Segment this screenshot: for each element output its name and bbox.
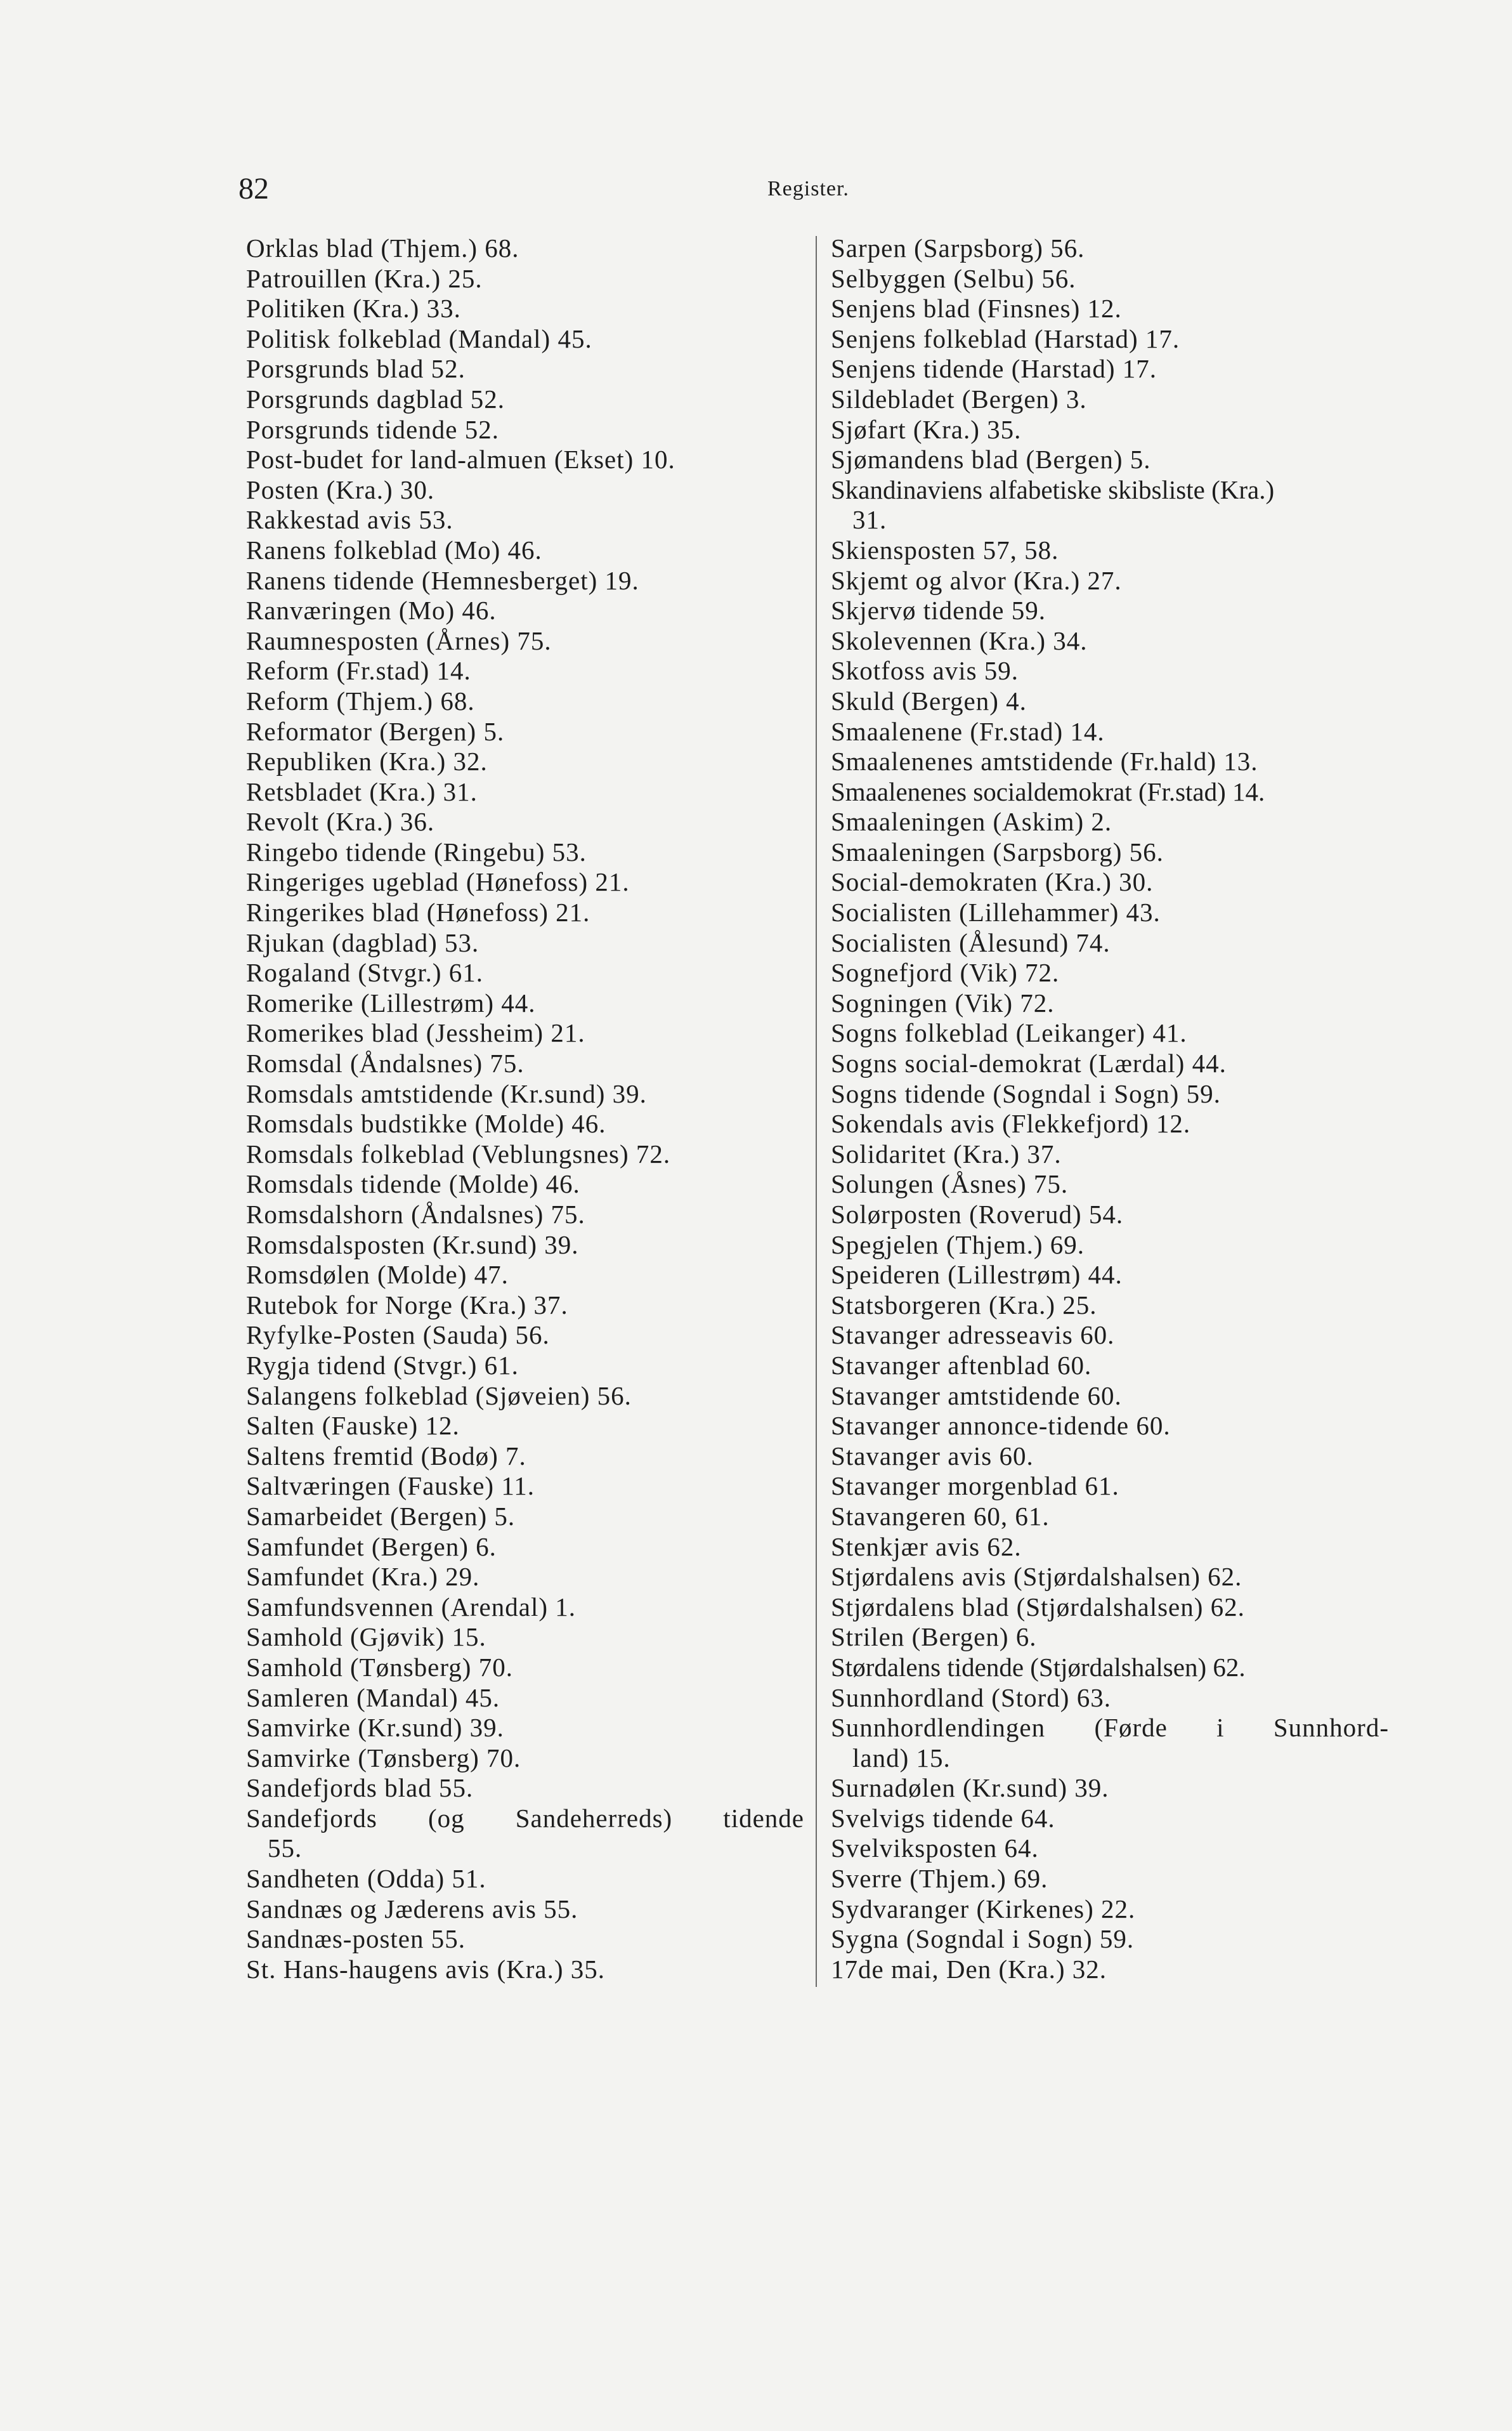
index-entry: Sognefjord (Vik) 72. — [831, 958, 1060, 988]
index-entry: Skuld (Bergen) 4. — [831, 686, 1027, 716]
index-entry: Smaaleningen (Sarpsborg) 56. — [831, 837, 1164, 867]
index-entry: Smaalenene (Fr.stad) 14. — [831, 716, 1105, 746]
index-entry: Revolt (Kra.) 36. — [246, 807, 435, 837]
index-entry: Skolevennen (Kra.) 34. — [831, 626, 1088, 655]
index-entry-continuation: 31. — [852, 505, 887, 535]
index-entry: Skotfoss avis 59. — [831, 656, 1019, 686]
index-entry: Romsdals amtstidende (Kr.sund) 39. — [246, 1078, 647, 1108]
index-entry: Sildebladet (Bergen) 3. — [831, 384, 1087, 414]
index-entry: Smaalenenes socialdemokrat (Fr.stad) 14. — [831, 776, 1265, 806]
index-entry-continuation: 55. — [268, 1833, 303, 1863]
running-head: Register. — [767, 177, 849, 200]
index-entry: Sandnæs og Jæderens avis 55. — [246, 1894, 578, 1923]
index-entry: Saltens fremtid (Bodø) 7. — [246, 1441, 526, 1471]
page-number: 82 — [238, 172, 269, 206]
index-entry: Sandefjords (og Sandeherreds) tidende — [246, 1803, 804, 1833]
index-entry: Statsborgeren (Kra.) 25. — [831, 1290, 1097, 1320]
index-entry: Senjens blad (Finsnes) 12. — [831, 294, 1122, 324]
index-entry: Stenkjær avis 62. — [831, 1531, 1022, 1561]
index-entry: Stavanger avis 60. — [831, 1441, 1034, 1471]
index-entry-continuation: land) 15. — [852, 1743, 951, 1772]
index-entry: Retsbladet (Kra.) 31. — [246, 776, 478, 806]
index-entry: Stavanger amtstidende 60. — [831, 1380, 1122, 1410]
index-entry: Ranværingen (Mo) 46. — [246, 596, 497, 626]
index-entry: Romerike (Lillestrøm) 44. — [246, 988, 536, 1018]
index-entry: Samhold (Tønsberg) 70. — [246, 1652, 513, 1682]
index-entry: Ranens tidende (Hemnesberget) 19. — [246, 565, 639, 595]
index-entry: Salangens folkeblad (Sjøveien) 56. — [246, 1380, 632, 1410]
index-entry: Romerikes blad (Jessheim) 21. — [246, 1018, 585, 1048]
index-entry: Stavanger aftenblad 60. — [831, 1350, 1092, 1380]
index-entry: Socialisten (Lillehammer) 43. — [831, 898, 1161, 927]
index-entry: Social-demokraten (Kra.) 30. — [831, 867, 1154, 897]
index-entry: Senjens tidende (Harstad) 17. — [831, 354, 1157, 384]
index-entry: Rogaland (Stvgr.) 61. — [246, 958, 484, 988]
index-entry: Surnadølen (Kr.sund) 39. — [831, 1773, 1109, 1803]
index-entry: Stavangeren 60, 61. — [831, 1501, 1050, 1531]
index-entry: Svelviksposten 64. — [831, 1833, 1039, 1863]
index-column-left — [246, 233, 804, 1984]
index-entry: Rutebok for Norge (Kra.) 37. — [246, 1290, 568, 1320]
index-entry: Rakkestad avis 53. — [246, 505, 453, 535]
index-entry: Sandnæs-posten 55. — [246, 1924, 466, 1954]
index-entry: Orklas blad (Thjem.) 68. — [246, 233, 519, 263]
index-entry: Ranens folkeblad (Mo) 46. — [246, 535, 542, 565]
index-entry: Sogningen (Vik) 72. — [831, 988, 1055, 1018]
index-entry: Skjemt og alvor (Kra.) 27. — [831, 565, 1122, 595]
index-entry: Porsgrunds dagblad 52. — [246, 384, 505, 414]
index-entry: Sverre (Thjem.) 69. — [831, 1864, 1048, 1894]
index-entry: Samfundet (Kra.) 29. — [246, 1562, 480, 1592]
index-entry: Sunnhordlendingen (Førde i Sunnhord- — [831, 1713, 1389, 1743]
index-column-right — [831, 233, 1389, 1984]
index-entry: Samfundet (Bergen) 6. — [246, 1531, 497, 1561]
index-entry: Senjens folkeblad (Harstad) 17. — [831, 324, 1180, 353]
index-entry: Sydvaranger (Kirkenes) 22. — [831, 1894, 1136, 1923]
index-entry: St. Hans-haugens avis (Kra.) 35. — [246, 1954, 606, 1984]
index-entry: Strilen (Bergen) 6. — [831, 1622, 1037, 1652]
index-entry: Saltværingen (Fauske) 11. — [246, 1471, 535, 1501]
index-entry: Sandheten (Odda) 51. — [246, 1864, 486, 1894]
index-entry: Politisk folkeblad (Mandal) 45. — [246, 324, 592, 353]
index-entry: Selbyggen (Selbu) 56. — [831, 263, 1076, 293]
index-entry: Spegjelen (Thjem.) 69. — [831, 1229, 1085, 1259]
index-entry: Skjervø tidende 59. — [831, 596, 1046, 626]
index-entry: Posten (Kra.) 30. — [246, 475, 435, 504]
index-entry: Romsdalshorn (Åndalsnes) 75. — [246, 1200, 585, 1229]
index-entry: Skiensposten 57, 58. — [831, 535, 1059, 565]
index-entry: Romsdals folkeblad (Veblungsnes) 72. — [246, 1139, 671, 1169]
index-entry: Samfundsvennen (Arendal) 1. — [246, 1592, 577, 1622]
index-entry: Ringeriges ugeblad (Hønefoss) 21. — [246, 867, 630, 897]
index-entry: Sjømandens blad (Bergen) 5. — [831, 445, 1151, 475]
index-entry: Samarbeidet (Bergen) 5. — [246, 1501, 516, 1531]
index-entry: Porsgrunds tidende 52. — [246, 414, 499, 444]
index-entry: Ryfylke-Posten (Sauda) 56. — [246, 1320, 550, 1350]
index-entry: Samvirke (Kr.sund) 39. — [246, 1713, 504, 1743]
index-entry: Ringebo tidende (Ringebu) 53. — [246, 837, 587, 867]
index-entry: Svelvigs tidende 64. — [831, 1803, 1055, 1833]
index-entry: Republiken (Kra.) 32. — [246, 747, 488, 776]
index-entry: Skandinaviens alfabetiske skibsliste (Kra.) — [831, 475, 1275, 504]
index-entry: Sjøfart (Kra.) 35. — [831, 414, 1022, 444]
index-entry: Porsgrunds blad 52. — [246, 354, 466, 384]
index-entry: Salten (Fauske) 12. — [246, 1411, 460, 1441]
index-entry: Sogns folkeblad (Leikanger) 41. — [831, 1018, 1187, 1048]
index-entry: Post-budet for land-almuen (Ekset) 10. — [246, 445, 675, 475]
index-entry: Speideren (Lillestrøm) 44. — [831, 1260, 1123, 1290]
index-entry: Patrouillen (Kra.) 25. — [246, 263, 483, 293]
column-divider — [816, 236, 817, 1987]
index-entry: Romsdals tidende (Molde) 46. — [246, 1169, 580, 1199]
index-entry: Rygja tidend (Stvgr.) 61. — [246, 1350, 519, 1380]
index-entry: Reformator (Bergen) 5. — [246, 716, 505, 746]
index-entry: Stavanger morgenblad 61. — [831, 1471, 1119, 1501]
index-entry: Samleren (Mandal) 45. — [246, 1682, 500, 1712]
index-entry: Romsdal (Åndalsnes) 75. — [246, 1049, 525, 1078]
index-entry: Politiken (Kra.) 33. — [246, 294, 461, 324]
index-entry: Størdalens tidende (Stjørdalshalsen) 62. — [831, 1652, 1246, 1682]
index-entry: Romsdalsposten (Kr.sund) 39. — [246, 1229, 579, 1259]
index-entry: 17de mai, Den (Kra.) 32. — [831, 1954, 1107, 1984]
index-entry: Samvirke (Tønsberg) 70. — [246, 1743, 521, 1772]
index-entry: Romsdølen (Molde) 47. — [246, 1260, 509, 1290]
index-entry: Sogns tidende (Sogndal i Sogn) 59. — [831, 1078, 1221, 1108]
index-entry: Romsdals budstikke (Molde) 46. — [246, 1109, 606, 1139]
index-entry: Solungen (Åsnes) 75. — [831, 1169, 1069, 1199]
index-entry: Sarpen (Sarpsborg) 56. — [831, 233, 1085, 263]
index-entry: Stavanger adresseavis 60. — [831, 1320, 1115, 1350]
index-entry: Ringerikes blad (Hønefoss) 21. — [246, 898, 590, 927]
index-entry: Smaalenenes amtstidende (Fr.hald) 13. — [831, 747, 1258, 776]
index-entry: Solidaritet (Kra.) 37. — [831, 1139, 1062, 1169]
index-entry: Sogns social-demokrat (Lærdal) 44. — [831, 1049, 1227, 1078]
index-entry: Reform (Fr.stad) 14. — [246, 656, 471, 686]
index-entry: Sandefjords blad 55. — [246, 1773, 474, 1803]
index-entry: Stjørdalens blad (Stjørdalshalsen) 62. — [831, 1592, 1245, 1622]
index-entry: Sygna (Sogndal i Sogn) 59. — [831, 1924, 1135, 1954]
index-entry: Samhold (Gjøvik) 15. — [246, 1622, 486, 1652]
index-entry: Rjukan (dagblad) 53. — [246, 927, 479, 957]
index-entry: Sunnhordland (Stord) 63. — [831, 1682, 1111, 1712]
index-entry: Raumnesposten (Årnes) 75. — [246, 626, 552, 655]
index-entry: Reform (Thjem.) 68. — [246, 686, 475, 716]
index-entry: Smaaleningen (Askim) 2. — [831, 807, 1112, 837]
index-entry: Stjørdalens avis (Stjørdalshalsen) 62. — [831, 1562, 1242, 1592]
index-entry: Solørposten (Roverud) 54. — [831, 1200, 1124, 1229]
index-entry: Socialisten (Ålesund) 74. — [831, 927, 1111, 957]
index-entry: Sokendals avis (Flekkefjord) 12. — [831, 1109, 1191, 1139]
index-entry: Stavanger annonce-tidende 60. — [831, 1411, 1171, 1441]
